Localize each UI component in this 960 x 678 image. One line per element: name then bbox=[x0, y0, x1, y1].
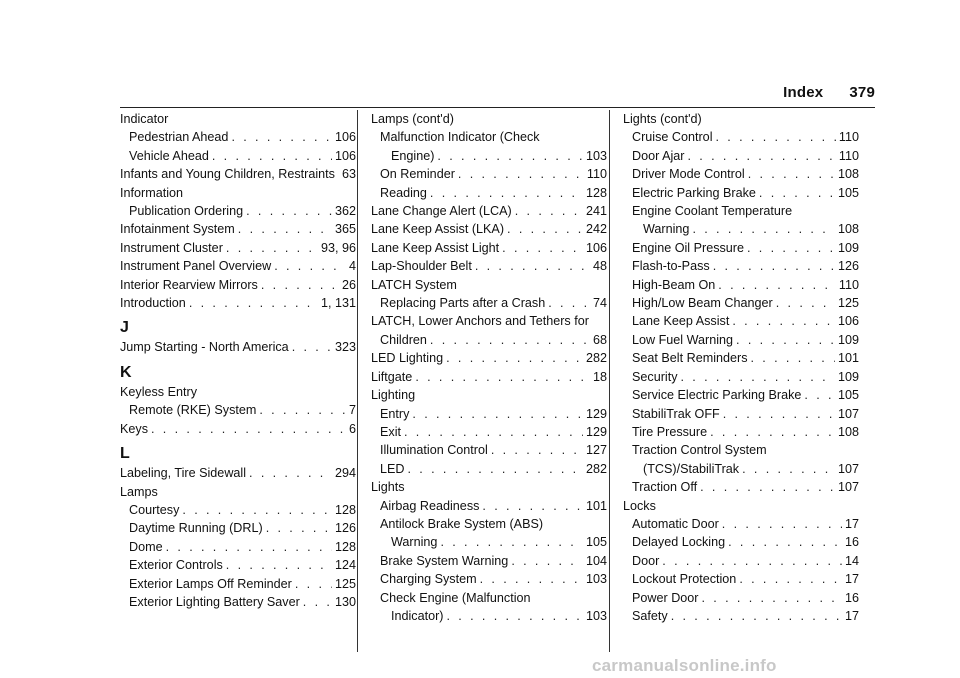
index-entry-term: Instrument Cluster bbox=[120, 240, 223, 255]
index-entry[interactable] bbox=[623, 405, 859, 423]
page-reference[interactable]: 48 bbox=[592, 259, 607, 274]
index-heading: Locks bbox=[623, 498, 656, 513]
index-heading: Lamps bbox=[120, 484, 158, 499]
index-entry[interactable] bbox=[623, 368, 859, 386]
index-entry[interactable] bbox=[623, 349, 859, 367]
index-entry-term: Engine Oil Pressure bbox=[632, 240, 744, 255]
page-reference[interactable]: 107 bbox=[837, 406, 859, 421]
dot-leader bbox=[447, 607, 583, 625]
index-entry[interactable] bbox=[371, 239, 607, 257]
index-entry[interactable] bbox=[120, 147, 356, 165]
dot-leader bbox=[212, 147, 332, 165]
page-reference[interactable]: 1, 131 bbox=[320, 296, 356, 311]
dot-leader bbox=[700, 478, 835, 496]
dot-leader bbox=[718, 276, 836, 294]
index-entry-term: Service Electric Parking Brake bbox=[632, 388, 802, 403]
index-heading: Traction Control System bbox=[632, 443, 767, 458]
page-reference[interactable]: 104 bbox=[585, 553, 607, 568]
dot-leader bbox=[446, 349, 583, 367]
page-reference[interactable]: 26 bbox=[341, 277, 356, 292]
page-reference[interactable]: 128 bbox=[334, 502, 356, 517]
index-entry-term: Remote (RKE) System bbox=[129, 403, 257, 418]
page-header bbox=[0, 84, 875, 104]
dot-leader bbox=[430, 184, 583, 202]
page-reference[interactable]: 323 bbox=[334, 340, 356, 355]
page-reference[interactable]: 125 bbox=[334, 576, 356, 591]
index-entry-term: Labeling, Tire Sidewall bbox=[120, 466, 247, 481]
dot-leader bbox=[671, 607, 842, 625]
index-letter-heading: K bbox=[120, 363, 132, 381]
index-entry[interactable] bbox=[623, 552, 859, 570]
index-letter-heading: L bbox=[120, 445, 130, 463]
page-reference[interactable]: 109 bbox=[837, 332, 859, 347]
index-entry-term: Low Fuel Warning bbox=[632, 332, 734, 347]
index-entry[interactable] bbox=[623, 276, 859, 294]
index-entry-term: Replacing Parts after a Crash bbox=[380, 296, 546, 311]
dot-leader bbox=[440, 533, 583, 551]
page-number: 379 bbox=[849, 84, 875, 101]
index-entry-term: Keys bbox=[120, 421, 148, 436]
dot-leader bbox=[723, 405, 835, 423]
index-entry[interactable] bbox=[623, 478, 859, 496]
index-entry-term: Exit bbox=[380, 424, 401, 439]
index-entry[interactable] bbox=[371, 533, 607, 551]
index-entry[interactable] bbox=[120, 220, 356, 238]
page-reference[interactable]: 282 bbox=[585, 351, 607, 366]
index-entry[interactable] bbox=[120, 239, 356, 257]
dot-leader bbox=[226, 239, 318, 257]
page-reference[interactable]: 4 bbox=[348, 259, 356, 274]
index-entry[interactable] bbox=[120, 294, 356, 312]
page-reference[interactable]: 63 bbox=[341, 167, 356, 182]
dot-leader bbox=[742, 460, 835, 478]
index-entry-term: Traction Off bbox=[632, 480, 698, 495]
index-entry[interactable] bbox=[623, 533, 859, 551]
page-reference[interactable]: 68 bbox=[592, 332, 607, 347]
page-reference[interactable]: 93, 96 bbox=[320, 240, 356, 255]
page-reference[interactable]: 17 bbox=[844, 572, 859, 587]
index-heading: Lights bbox=[371, 480, 405, 495]
index-entry-term: Delayed Locking bbox=[632, 535, 726, 550]
index-entry[interactable] bbox=[120, 519, 356, 537]
index-entry[interactable] bbox=[623, 589, 859, 607]
index-entry-term: Children bbox=[380, 332, 427, 347]
index-heading: LATCH, Lower Anchors and Tethers for bbox=[371, 314, 589, 329]
index-entry-term: Brake System Warning bbox=[380, 553, 509, 568]
index-entry-term: Warning bbox=[391, 535, 438, 550]
index-entry-term: LED Lighting bbox=[371, 351, 444, 366]
page-reference[interactable]: 74 bbox=[592, 296, 607, 311]
dot-leader bbox=[482, 497, 583, 515]
index-entry-term: StabiliTrak OFF bbox=[632, 406, 720, 421]
index-entry[interactable] bbox=[371, 294, 607, 312]
page-reference[interactable]: 107 bbox=[837, 480, 859, 495]
index-entry-term: Automatic Door bbox=[632, 516, 719, 531]
dot-leader bbox=[408, 460, 583, 478]
index-entry[interactable] bbox=[371, 202, 607, 220]
dot-leader bbox=[713, 257, 835, 275]
index-entry-term: Illumination Control bbox=[380, 443, 488, 458]
index-entry-term: Vehicle Ahead bbox=[129, 148, 209, 163]
index-heading: LATCH System bbox=[371, 277, 457, 292]
dot-leader bbox=[747, 239, 835, 257]
index-heading: Engine Coolant Temperature bbox=[632, 204, 793, 219]
index-entry[interactable] bbox=[371, 147, 607, 165]
page-reference[interactable]: 106 bbox=[334, 148, 356, 163]
dot-leader bbox=[295, 575, 332, 593]
dot-leader bbox=[548, 294, 590, 312]
index-entry[interactable] bbox=[623, 607, 859, 625]
index-entry-term: Warning bbox=[643, 222, 690, 237]
page-reference[interactable]: 106 bbox=[334, 130, 356, 145]
index-entry[interactable] bbox=[623, 331, 859, 349]
index-entry[interactable] bbox=[120, 556, 356, 574]
index-entry[interactable] bbox=[371, 257, 607, 275]
index-column-2 bbox=[371, 110, 607, 625]
index-entry-term: Exterior Lighting Battery Saver bbox=[129, 594, 300, 609]
index-entry[interactable] bbox=[623, 570, 859, 588]
section-title: Index bbox=[783, 84, 824, 101]
page-reference[interactable]: 105 bbox=[585, 535, 607, 550]
index-entry[interactable] bbox=[623, 294, 859, 312]
index-entry[interactable] bbox=[371, 552, 607, 570]
page-reference[interactable]: 103 bbox=[585, 148, 607, 163]
index-entry[interactable] bbox=[120, 338, 356, 356]
index-entry-term: Indicator) bbox=[391, 608, 444, 623]
page-reference[interactable]: 127 bbox=[585, 443, 607, 458]
index-entry-term: Power Door bbox=[632, 590, 699, 605]
page-reference[interactable]: 101 bbox=[837, 351, 859, 366]
index-entry-term: Lap-Shoulder Belt bbox=[371, 259, 472, 274]
page-reference[interactable]: 106 bbox=[837, 314, 859, 329]
index-entry[interactable] bbox=[623, 239, 859, 257]
page-reference[interactable]: 18 bbox=[592, 369, 607, 384]
page-reference[interactable]: 103 bbox=[585, 572, 607, 587]
index-entry-term: Exterior Lamps Off Reminder bbox=[129, 576, 292, 591]
index-entry[interactable] bbox=[623, 128, 859, 146]
index-entry-term: Instrument Panel Overview bbox=[120, 259, 272, 274]
page-reference[interactable]: 241 bbox=[585, 204, 607, 219]
page-reference[interactable]: 128 bbox=[334, 539, 356, 554]
index-entry-term: High/Low Beam Changer bbox=[632, 296, 773, 311]
index-entry[interactable] bbox=[623, 423, 859, 441]
dot-leader bbox=[662, 552, 842, 570]
index-entry-term: Security bbox=[632, 369, 678, 384]
page-reference[interactable]: 105 bbox=[837, 388, 859, 403]
index-entry[interactable] bbox=[623, 460, 859, 478]
index-entry-term: Dome bbox=[129, 539, 163, 554]
dot-leader bbox=[303, 593, 332, 611]
page-reference[interactable]: 110 bbox=[838, 130, 859, 145]
dot-leader bbox=[231, 128, 332, 146]
index-entry-term: Daytime Running (DRL) bbox=[129, 521, 263, 536]
index-entry-term: Tire Pressure bbox=[632, 424, 708, 439]
index-entry[interactable] bbox=[371, 607, 607, 625]
index-entry-term: (TCS)/StabiliTrak bbox=[643, 461, 740, 476]
index-heading: Lighting bbox=[371, 388, 416, 403]
index-entry[interactable] bbox=[120, 401, 356, 419]
index-entry-term: Courtesy bbox=[129, 502, 180, 517]
page-reference[interactable]: 110 bbox=[838, 277, 859, 292]
index-entry[interactable] bbox=[371, 220, 607, 238]
dot-leader bbox=[515, 202, 583, 220]
page-reference[interactable]: 362 bbox=[334, 204, 356, 219]
dot-leader bbox=[274, 257, 346, 275]
dot-leader bbox=[415, 368, 590, 386]
page-reference[interactable]: 105 bbox=[837, 185, 859, 200]
index-entry[interactable] bbox=[371, 497, 607, 515]
index-entry[interactable] bbox=[120, 420, 356, 438]
page-reference[interactable]: 128 bbox=[585, 185, 607, 200]
page-reference[interactable]: 365 bbox=[334, 222, 356, 237]
index-entry-term: Entry bbox=[380, 406, 410, 421]
index-entry-term: On Reminder bbox=[380, 167, 455, 182]
index-entry[interactable] bbox=[371, 570, 607, 588]
index-entry[interactable] bbox=[371, 423, 607, 441]
page-reference[interactable]: 294 bbox=[334, 466, 356, 481]
dot-leader bbox=[475, 257, 590, 275]
page-reference[interactable]: 103 bbox=[585, 608, 607, 623]
page-reference[interactable]: 108 bbox=[837, 167, 859, 182]
page-reference[interactable]: 129 bbox=[585, 424, 607, 439]
index-column-1 bbox=[120, 110, 356, 611]
index-entry[interactable] bbox=[371, 165, 607, 183]
index-entry[interactable] bbox=[623, 165, 859, 183]
dot-leader bbox=[491, 441, 583, 459]
dot-leader bbox=[412, 405, 583, 423]
index-entry-term: Airbag Readiness bbox=[380, 498, 480, 513]
index-heading: Indicator bbox=[120, 112, 169, 126]
dot-leader bbox=[249, 464, 332, 482]
index-entry-term: Door bbox=[632, 553, 660, 568]
dot-leader bbox=[404, 423, 583, 441]
dot-leader bbox=[430, 331, 590, 349]
dot-leader bbox=[182, 501, 332, 519]
index-column-3 bbox=[623, 110, 859, 625]
dot-leader bbox=[736, 331, 835, 349]
dot-leader bbox=[166, 538, 332, 556]
index-entry[interactable] bbox=[120, 128, 356, 146]
page-reference[interactable]: 282 bbox=[585, 461, 607, 476]
index-entry-term: Charging System bbox=[380, 572, 477, 587]
index-entry-term: Infants and Young Children, Restraints bbox=[120, 167, 335, 182]
page-reference[interactable]: 124 bbox=[334, 558, 356, 573]
page-reference[interactable]: 108 bbox=[837, 424, 859, 439]
dot-leader bbox=[261, 276, 339, 294]
dot-leader bbox=[151, 420, 346, 438]
index-entry[interactable] bbox=[623, 515, 859, 533]
index-entry-term: Safety bbox=[632, 608, 668, 623]
dot-leader bbox=[728, 533, 842, 551]
index-entry-term: Liftgate bbox=[371, 369, 413, 384]
index-entry-term: Flash-to-Pass bbox=[632, 259, 710, 274]
index-entry-term: Engine) bbox=[391, 148, 435, 163]
dot-leader bbox=[804, 386, 835, 404]
dot-leader bbox=[458, 165, 584, 183]
index-entry[interactable] bbox=[120, 575, 356, 593]
header-rule bbox=[120, 107, 875, 108]
page-reference[interactable]: 101 bbox=[585, 498, 607, 513]
index-entry[interactable] bbox=[120, 501, 356, 519]
dot-leader bbox=[732, 312, 835, 330]
index-entry[interactable] bbox=[371, 349, 607, 367]
index-entry[interactable] bbox=[120, 202, 356, 220]
dot-leader bbox=[776, 294, 835, 312]
index-entry[interactable] bbox=[623, 147, 859, 165]
index-entry[interactable] bbox=[371, 460, 607, 478]
index-letter-heading: J bbox=[120, 319, 129, 337]
index-entry-term: Infotainment System bbox=[120, 222, 235, 237]
index-entry-term: Seat Belt Reminders bbox=[632, 351, 748, 366]
index-entry-term: LED bbox=[380, 461, 405, 476]
page-reference[interactable]: 6 bbox=[348, 421, 356, 436]
page-reference[interactable]: 106 bbox=[585, 240, 607, 255]
index-entry-term: Introduction bbox=[120, 296, 186, 311]
index-heading: Lamps (cont'd) bbox=[371, 112, 454, 126]
dot-leader bbox=[688, 147, 836, 165]
dot-leader bbox=[716, 128, 836, 146]
index-entry[interactable] bbox=[371, 368, 607, 386]
index-entry[interactable] bbox=[623, 220, 859, 238]
index-entry[interactable] bbox=[371, 331, 607, 349]
index-entry-term: Reading bbox=[380, 185, 427, 200]
index-entry-term: Lockout Protection bbox=[632, 572, 737, 587]
index-entry[interactable] bbox=[623, 184, 859, 202]
index-entry-term: Electric Parking Brake bbox=[632, 185, 756, 200]
dot-leader bbox=[226, 556, 332, 574]
index-entry-term: Pedestrian Ahead bbox=[129, 130, 229, 145]
index-entry[interactable] bbox=[120, 538, 356, 556]
index-entry[interactable] bbox=[120, 593, 356, 611]
index-entry[interactable] bbox=[120, 276, 356, 294]
page-reference[interactable]: 126 bbox=[837, 259, 859, 274]
page-reference[interactable]: 16 bbox=[844, 535, 859, 550]
page-reference[interactable]: 17 bbox=[844, 516, 859, 531]
page-reference[interactable]: 109 bbox=[837, 369, 859, 384]
index-entry[interactable] bbox=[371, 184, 607, 202]
index-heading: Lights (cont'd) bbox=[623, 112, 702, 126]
column-divider bbox=[609, 110, 610, 652]
page-reference[interactable]: 17 bbox=[844, 608, 859, 623]
page-reference[interactable]: 242 bbox=[585, 222, 607, 237]
dot-leader bbox=[189, 294, 318, 312]
index-entry-term: Lane Keep Assist Light bbox=[371, 240, 500, 255]
dot-leader bbox=[511, 552, 583, 570]
dot-leader bbox=[748, 165, 835, 183]
page-reference[interactable]: 129 bbox=[585, 406, 607, 421]
dot-leader bbox=[702, 589, 842, 607]
column-divider bbox=[357, 110, 358, 652]
page-reference[interactable]: 110 bbox=[586, 167, 607, 182]
index-heading: Keyless Entry bbox=[120, 384, 197, 399]
index-entry-term: Exterior Controls bbox=[129, 558, 223, 573]
index-entry-term: High-Beam On bbox=[632, 277, 716, 292]
index-entry[interactable] bbox=[623, 257, 859, 275]
index-entry-term: Publication Ordering bbox=[129, 204, 244, 219]
dot-leader bbox=[710, 423, 835, 441]
index-entry[interactable] bbox=[623, 386, 859, 404]
dot-leader bbox=[692, 220, 835, 238]
dot-leader bbox=[759, 184, 835, 202]
page-reference[interactable]: 125 bbox=[837, 296, 859, 311]
dot-leader bbox=[266, 519, 332, 537]
dot-leader bbox=[259, 401, 346, 419]
dot-leader bbox=[238, 220, 332, 238]
index-entry-term: Jump Starting - North America bbox=[120, 340, 289, 355]
dot-leader bbox=[480, 570, 583, 588]
index-entry-term: Lane Change Alert (LCA) bbox=[371, 204, 512, 219]
index-entry-term: Lane Keep Assist bbox=[632, 314, 730, 329]
page-reference[interactable]: 16 bbox=[844, 590, 859, 605]
index-entry[interactable] bbox=[120, 165, 356, 183]
index-heading: Information bbox=[120, 185, 183, 200]
index-entry-term: Lane Keep Assist (LKA) bbox=[371, 222, 505, 237]
dot-leader bbox=[681, 368, 835, 386]
watermark: carmanualsonline.info bbox=[592, 656, 777, 675]
dot-leader bbox=[722, 515, 842, 533]
index-heading: Malfunction Indicator (Check bbox=[380, 130, 540, 145]
index-entry-term: Cruise Control bbox=[632, 130, 713, 145]
dot-leader bbox=[437, 147, 583, 165]
index-entry[interactable] bbox=[120, 464, 356, 482]
index-heading: Check Engine (Malfunction bbox=[380, 590, 531, 605]
page-reference[interactable]: 126 bbox=[334, 521, 356, 536]
index-entry-term: Driver Mode Control bbox=[632, 167, 745, 182]
index-entry[interactable] bbox=[120, 257, 356, 275]
page-reference[interactable]: 108 bbox=[837, 222, 859, 237]
index-heading: Antilock Brake System (ABS) bbox=[380, 516, 544, 531]
dot-leader bbox=[292, 338, 332, 356]
page-reference[interactable]: 130 bbox=[334, 594, 356, 609]
index-entry[interactable] bbox=[623, 312, 859, 330]
page-reference[interactable]: 14 bbox=[844, 553, 859, 568]
page-reference[interactable]: 107 bbox=[837, 461, 859, 476]
page-reference[interactable]: 7 bbox=[348, 403, 356, 418]
dot-leader bbox=[507, 220, 583, 238]
index-entry[interactable] bbox=[371, 441, 607, 459]
dot-leader bbox=[338, 165, 339, 183]
dot-leader bbox=[502, 239, 583, 257]
page-reference[interactable]: 110 bbox=[838, 148, 859, 163]
page-reference[interactable]: 109 bbox=[837, 240, 859, 255]
index-entry-term: Door Ajar bbox=[632, 148, 685, 163]
index-entry-term: Interior Rearview Mirrors bbox=[120, 277, 258, 292]
dot-leader bbox=[246, 202, 332, 220]
index-entry[interactable] bbox=[371, 405, 607, 423]
dot-leader bbox=[751, 349, 835, 367]
dot-leader bbox=[739, 570, 842, 588]
